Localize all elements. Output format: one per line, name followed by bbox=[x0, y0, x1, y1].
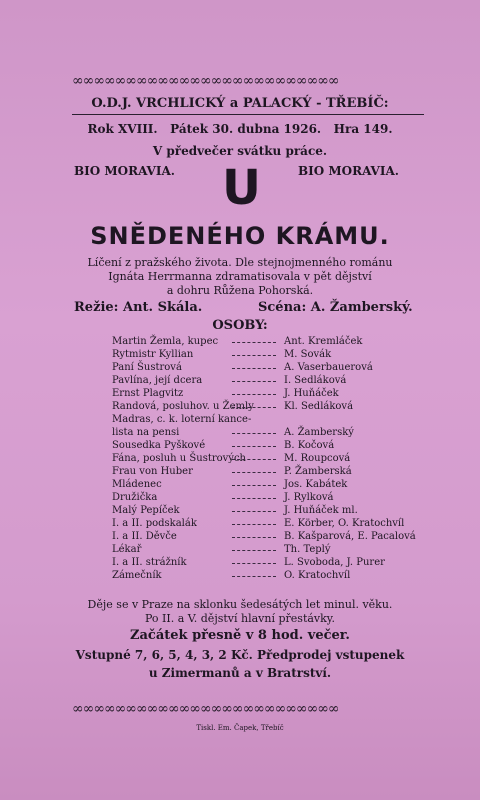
cast-row bbox=[112, 466, 392, 478]
cast-role: I. a II. podskalák bbox=[112, 518, 197, 529]
cast-leader-dashes bbox=[232, 498, 276, 499]
cast-actor: M. Roupcová bbox=[284, 453, 351, 464]
cast-actor: J. Huňáček ml. bbox=[284, 505, 358, 516]
cast-leader-dashes bbox=[232, 537, 276, 538]
cast-leader-dashes bbox=[232, 407, 276, 408]
cast-actor: Th. Teplý bbox=[284, 544, 331, 555]
cast-actor: I. Sedláková bbox=[284, 375, 347, 386]
cast-actor: Ant. Kremláček bbox=[284, 336, 363, 347]
cast-row bbox=[112, 414, 392, 426]
cast-row bbox=[112, 336, 392, 348]
cast-leader-dashes bbox=[232, 446, 276, 447]
cast-row bbox=[112, 531, 416, 543]
eve-line: V předvečer svátku práce. bbox=[152, 144, 328, 158]
cast-role: Rytmistr Kyllian bbox=[112, 349, 194, 360]
cast-role: Mládenec bbox=[112, 479, 162, 490]
director-credit: Režie: Ant. Skála. bbox=[74, 300, 203, 315]
cast-leader-dashes bbox=[232, 472, 276, 473]
bottom-ornament-border: ∞∞∞∞∞∞∞∞∞∞∞∞∞∞∞∞∞∞∞∞∞∞∞∞∞ bbox=[72, 701, 339, 717]
cast-actor: J. Huňáček bbox=[284, 388, 339, 399]
cast-row bbox=[112, 401, 392, 413]
cast-row bbox=[112, 427, 392, 439]
cast-leader-dashes bbox=[232, 459, 276, 460]
cast-row bbox=[112, 362, 392, 374]
cast-role: lista na pensi bbox=[112, 427, 180, 438]
cast-row bbox=[112, 557, 392, 569]
organizer-line: O.D.J. VRCHLICKÝ a PALACKÝ - TŘEBÍČ: bbox=[91, 96, 389, 111]
printer-credit: Tiskl. Em. Čapek, Třebíč bbox=[196, 724, 284, 732]
cast-row bbox=[112, 440, 392, 452]
cast-role: Pavlína, její dcera bbox=[112, 375, 203, 386]
scene-credit: Scéna: A. Žamberský. bbox=[258, 300, 413, 315]
cast-actor: M. Sovák bbox=[284, 349, 332, 360]
cast-leader-dashes bbox=[232, 381, 276, 382]
cast-leader-dashes bbox=[232, 368, 276, 369]
cast-actor: J. Rylková bbox=[284, 492, 334, 503]
cast-role: Randová, posluhov. u Žemly bbox=[112, 401, 254, 412]
top-ornament-border: ∞∞∞∞∞∞∞∞∞∞∞∞∞∞∞∞∞∞∞∞∞∞∞∞∞ bbox=[72, 73, 339, 89]
cast-leader-dashes bbox=[232, 511, 276, 512]
cast-row bbox=[112, 544, 392, 556]
venue-right: BIO MORAVIA. bbox=[298, 164, 399, 178]
cast-leader-dashes bbox=[232, 563, 276, 564]
cast-role: Malý Pepíček bbox=[112, 505, 180, 516]
date-line bbox=[0, 122, 480, 136]
setting-line-2: Po II. a V. dějství hlavní přestávky. bbox=[144, 612, 336, 625]
cast-row bbox=[112, 375, 392, 387]
cast-actor: Jos. Kabátek bbox=[284, 479, 348, 490]
cast-leader-dashes bbox=[232, 524, 276, 525]
cast-row bbox=[112, 492, 392, 504]
setting-line-1: Děje se v Praze na sklonku šedesátých let minul. věku. bbox=[87, 598, 393, 611]
cast-leader-dashes bbox=[232, 433, 276, 434]
cast-role: Martin Žemla, kupec bbox=[112, 336, 219, 347]
cast-actor: A. Žamberský bbox=[284, 427, 354, 438]
cast-role: Družička bbox=[112, 492, 158, 503]
cast-leader-dashes bbox=[232, 355, 276, 356]
cast-row bbox=[112, 349, 392, 361]
cast-role: Lékař bbox=[112, 544, 142, 555]
date-label: Pátek 30. dubna 1926. bbox=[170, 122, 322, 136]
cast-leader-dashes bbox=[232, 576, 276, 577]
play-title: SNĚDENÉHO KRÁMU. bbox=[90, 222, 390, 250]
cast-row bbox=[112, 518, 405, 530]
subtitle-line-1: Líčení z pražského života. Dle stejnojmenného románu bbox=[87, 256, 393, 269]
cast-role: I. a II. Děvče bbox=[112, 531, 177, 542]
divider bbox=[72, 114, 424, 115]
cast-role: Frau von Huber bbox=[112, 466, 193, 477]
cast-actor: A. Vaserbauerová bbox=[284, 362, 373, 373]
cast-actor: O. Kratochvíl bbox=[284, 570, 351, 581]
cast-role: Paní Šustrová bbox=[112, 362, 182, 373]
cast-actor: B. Kašparová, E. Pacalová bbox=[284, 531, 416, 542]
year-label: Rok XVIII. bbox=[87, 122, 158, 136]
cast-actor: Kl. Sedláková bbox=[284, 401, 354, 412]
cast-role: Ernst Plagvitz bbox=[112, 388, 184, 399]
cast-actor: L. Svoboda, J. Purer bbox=[284, 557, 385, 568]
cast-actor: P. Žamberská bbox=[284, 466, 352, 477]
cast-heading: OSOBY: bbox=[212, 318, 268, 333]
cast-leader-dashes bbox=[232, 342, 276, 343]
cast-role: Zámečník bbox=[112, 570, 162, 581]
title-big-letter: U bbox=[222, 160, 261, 216]
tickets-line-2: u Zimermanů a v Bratrství. bbox=[148, 666, 332, 680]
cast-actor: B. Kočová bbox=[284, 440, 335, 451]
venue-left: BIO MORAVIA. bbox=[74, 164, 175, 178]
subtitle-line-3: a dohru Růžena Pohorská. bbox=[166, 284, 314, 297]
cast-row bbox=[112, 505, 392, 517]
cast-role: Sousedka Pyškové bbox=[112, 440, 206, 451]
cast-actor: E. Körber, O. Kratochvíl bbox=[284, 518, 405, 529]
tickets-line-1: Vstupné 7, 6, 5, 4, 3, 2 Kč. Předprodej vstupenek bbox=[75, 648, 405, 662]
cast-row bbox=[112, 453, 392, 465]
cast-row bbox=[112, 570, 392, 582]
cast-leader-dashes bbox=[232, 550, 276, 551]
cast-leader-dashes bbox=[232, 485, 276, 486]
cast-leader-dashes bbox=[232, 394, 276, 395]
subtitle-line-2: Ignáta Herrmanna zdramatisovala v pět dějství bbox=[108, 270, 372, 283]
cast-role: Madras, c. k. loterní kance- bbox=[112, 414, 252, 425]
cast-row bbox=[112, 479, 392, 491]
cast-role: I. a II. strážník bbox=[112, 557, 187, 568]
cast-role: Fána, posluh u Šustrových bbox=[112, 453, 246, 464]
play-number: Hra 149. bbox=[333, 122, 393, 136]
cast-row bbox=[112, 388, 392, 400]
start-time: Začátek přesně v 8 hod. večer. bbox=[130, 628, 350, 643]
